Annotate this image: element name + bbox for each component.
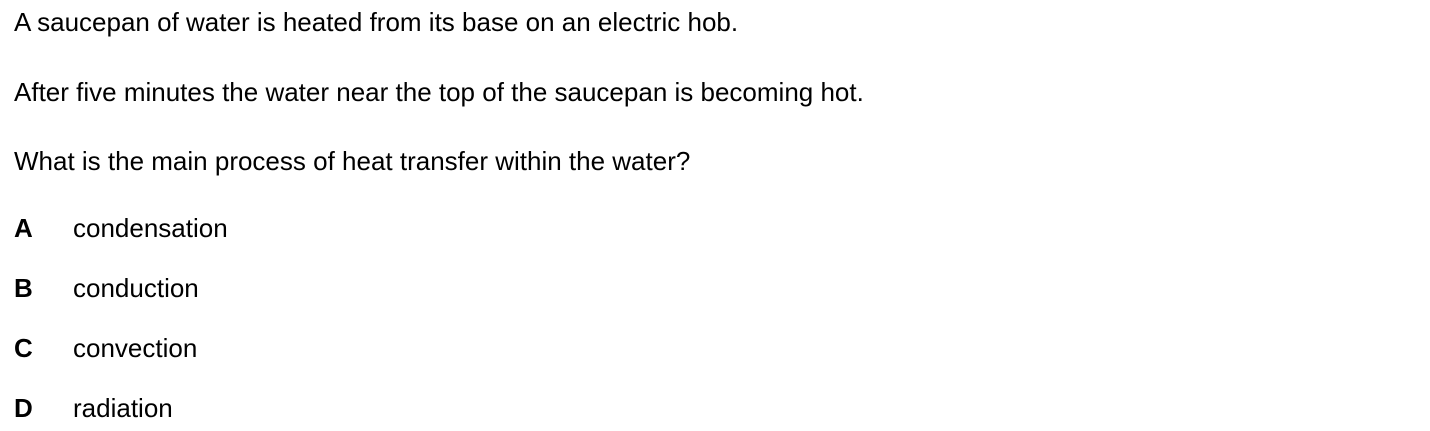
option-text: convection <box>73 333 198 363</box>
option-letter: C <box>14 333 33 363</box>
option-letter: B <box>14 273 33 303</box>
question-stem-line-1: A saucepan of water is heated from its base on an electric hob. <box>14 7 739 37</box>
option-text: conduction <box>73 273 199 303</box>
option-letter: A <box>14 213 33 243</box>
question-prompt: What is the main process of heat transfer within the water? <box>14 146 691 176</box>
question-stem-line-2: After five minutes the water near the top of the saucepan is becoming hot. <box>14 77 864 107</box>
option-text: condensation <box>73 213 228 243</box>
option-letter: D <box>14 393 33 423</box>
option-text: radiation <box>73 393 173 423</box>
